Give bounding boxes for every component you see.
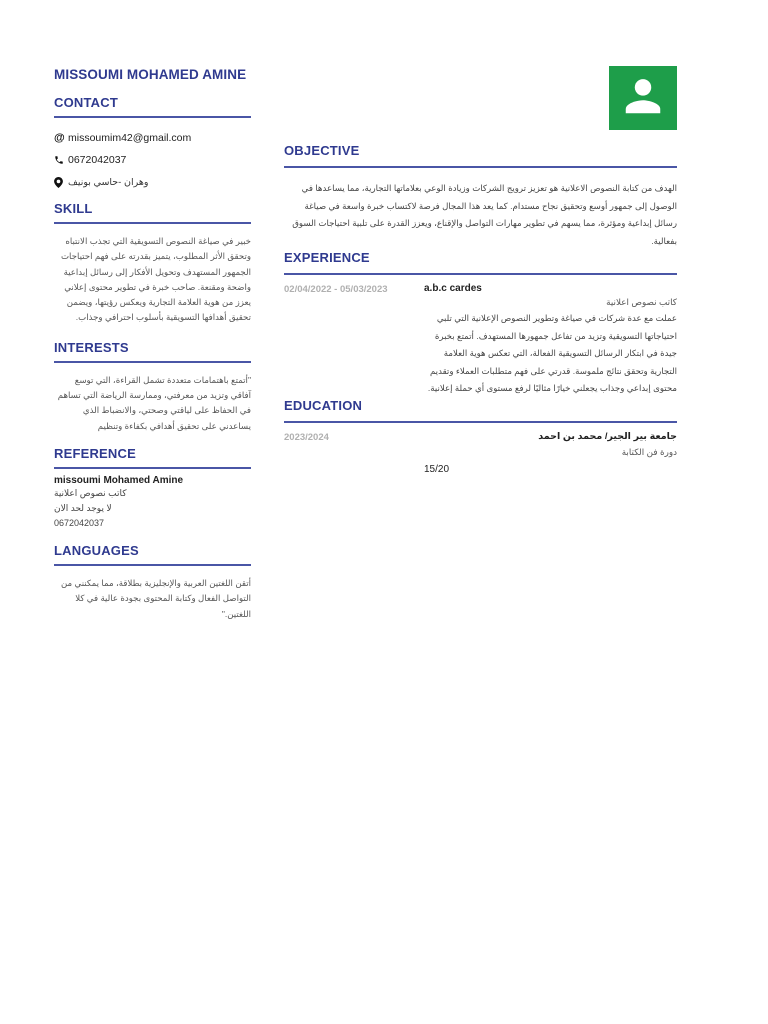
interests-heading: INTERESTS: [54, 340, 251, 363]
contact-address: وهران -حاسي بونيف: [68, 176, 149, 188]
education-heading: EDUCATION: [284, 398, 677, 423]
right-column: [284, 143, 677, 475]
reference-name: missoumi Mohamed Amine: [54, 474, 184, 486]
contact-phone[interactable]: 0672042037: [68, 154, 127, 166]
objective-heading: OBJECTIVE: [284, 143, 677, 168]
experience-entry: [284, 283, 677, 398]
experience-date: 02/04/2022 - 05/03/2023: [284, 284, 388, 295]
experience-heading: EXPERIENCE: [284, 250, 677, 275]
contact-heading: CONTACT: [54, 95, 251, 118]
education-date: 2023/2024: [284, 431, 329, 443]
education-body: [424, 431, 677, 475]
contact-email-row[interactable]: [54, 127, 251, 149]
education-grade: 15/20: [424, 463, 450, 475]
education-school: جامعة بير الجير/ محمد بن احمد: [538, 430, 677, 442]
languages-text: أتقن اللغتين العربية والإنجليزية بطلاقة، مما يمكنني من التواصل الفعال وكتابة المحتوى بجودة عالية في كلا اللغتين.": [61, 577, 251, 619]
experience-body: [424, 283, 677, 398]
phone-icon: [54, 155, 68, 165]
left-column: [54, 66, 251, 622]
reference-heading: REFERENCE: [54, 446, 251, 469]
contact-address-row: [54, 171, 251, 193]
at-icon: @: [54, 132, 65, 144]
reference-role: كاتب نصوص اعلانية: [54, 487, 127, 498]
experience-role: كاتب نصوص اعلانية: [606, 297, 677, 307]
skill-heading: SKILL: [54, 201, 251, 224]
skill-text: خبير في صياغة النصوص التسويقية التي تجذب الانتباه وتحقق الأثر المطلوب، يتميز بقدرته على فهم احتياجات الجمهور المستهدف وتحويل الأفكار إلى رسائل إبداعية واضحة ومقنعة. صاحب خبرة في تطوير محتوى إعلاني يعزز من هوية العلامة التجارية ويعكس رؤيتها، ويضمن تحقيق أهدافها التسويقية بأسلوب احترافي وجذاب.: [60, 236, 251, 323]
contact-email[interactable]: missoumim42@gmail.com: [68, 132, 192, 144]
experience-description: عملت مع عدة شركات في صياغة وتطوير النصوص الإعلانية التي تلبي احتياجاتها التسويقية وتزيد من تفاعل جمهورها المستهدف. أتمتع بخبرة جيدة في ابتكار الرسائل التسويقية الفعالة، التي تعكس هوية العلامة التجارية وتحقق نتائج ملموسة. قدرتي على فهم متطلبات العملاء وتقديم محتوى إبداعي وجذاب يجعلني خيارًا مثاليًا لرفع مستوى أي حملة إعلانية.: [427, 313, 677, 393]
contact-phone-row[interactable]: [54, 149, 251, 171]
user-avatar-icon: [620, 73, 666, 124]
reference-note: لا يوجد لحد الان: [54, 502, 112, 513]
contact-list: [54, 127, 251, 193]
education-course: دورة فن الكتابة: [621, 446, 677, 457]
education-entry: [284, 431, 677, 475]
experience-company: a.b.c cardes: [424, 283, 482, 294]
languages-heading: LANGUAGES: [54, 543, 251, 566]
reference-phone[interactable]: 0672042037: [54, 517, 105, 528]
interests-text: "أتمتع باهتمامات متعددة تشمل القراءة، التي توسع آفاقي وتزيد من معرفتي، وممارسة الرياضة التي تساهم في الحفاظ على لياقتي وصحتي، والانضباط الذي يساعدني على تحقيق أهدافي بكفاءة وتنظيم: [57, 374, 251, 431]
location-pin-icon: [54, 177, 68, 188]
candidate-name: MISSOUMI MOHAMED AMINE: [54, 67, 247, 82]
profile-photo: [609, 66, 677, 130]
objective-text: الهدف من كتابة النصوص الاعلانية هو تعزيز ترويج الشركات وزيادة الوعي بعلاماتها التجارية، مما يساعدها في الوصول إلى جمهور أوسع وتحقيق نجاح مستدام. كما يعد هذا المجال فرصة لاكتساب خبرة واسعة في صياغة رسائل إبداعية ومؤثرة، مما يسهم في تطوير مهارات التواصل والإقناع، ويعزز القدرة على تلبية احتياجات السوق بفعالية.: [292, 183, 677, 246]
